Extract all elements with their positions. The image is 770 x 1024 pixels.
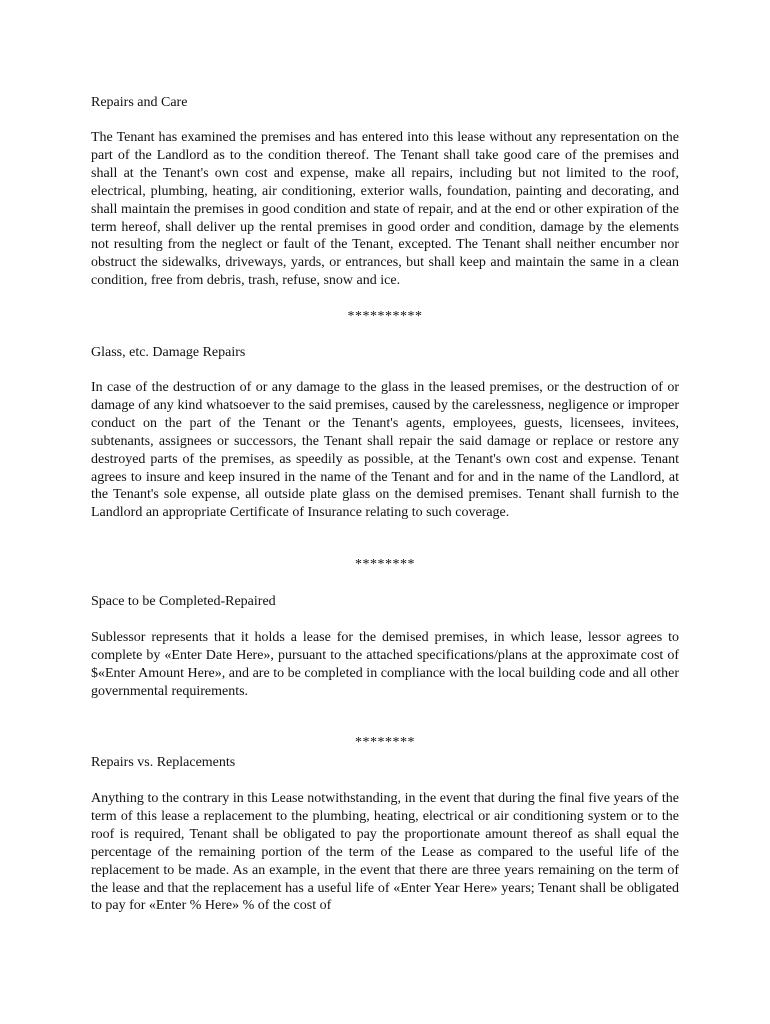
section-body-space-completed-repaired: Sublessor represents that it holds a lease for the demised premises, in which lease, lessor agrees to complete by «Enter Date Here», pursuant to the attached specifications/plans at the approximate cost of $«Enter Amount Here», and are to be completed in compliance with the local building code and all other governmental requirements. — [91, 630, 679, 699]
section-heading-space-completed-repaired: Space to be Completed-Repaired — [91, 594, 276, 609]
section-heading-repairs-and-care: Repairs and Care — [91, 95, 188, 110]
section-heading-repairs-vs-replacements: Repairs vs. Replacements — [91, 755, 236, 770]
section-heading-glass-damage-repairs: Glass, etc. Damage Repairs — [91, 345, 246, 360]
section-body-repairs-vs-replacements: Anything to the contrary in this Lease notwithstanding, in the event that during the final five years of the term of this lease a replacement to the plumbing, heating, electrical or air conditioning system or to the roof is required, Tenant shall be obligated to pay the proportionate amount thereof as shall equal the percentage of the remaining portion of the term of the Lease as compared to the useful life of the replacement to be made. As an example, in the event that there are three years remaining on the term of the lease and that the replacement has a useful life of «Enter Year Here» years; Tenant shall be obligated to pay for «Enter % Here» % of the cost of — [91, 791, 679, 914]
section-separator: ********** — [347, 309, 423, 324]
section-separator: ******** — [355, 735, 415, 750]
section-separator: ******** — [355, 557, 415, 572]
section-body-glass-damage-repairs: In case of the destruction of or any damage to the glass in the leased premises, or the destruction of or damage of any kind whatsoever to the said premises, caused by the carelessness, negligence or improper conduct on the part of the Tenant or the Tenant's agents, employees, guests, licensees, invitees, subtenants, assignees or successors, the Tenant shall repair the said damage or replace or restore any destroyed parts of the premises, as speedily as possible, at the Tenant's own cost and expense. Tenant agrees to insure and keep insured in the name of the Tenant and for and in the name of the Landlord, at the Tenant's sole expense, all outside plate glass on the demised premises. Tenant shall furnish to the Landlord an appropriate Certificate of Insurance relating to such coverage. — [91, 380, 679, 521]
section-body-repairs-and-care: The Tenant has examined the premises and has entered into this lease without any representation on the part of the Landlord as to the condition thereof. The Tenant shall take good care of the premises and shall at the Tenant's own cost and expense, make all repairs, including but not limited to the roof, electrical, plumbing, heating, air conditioning, exterior walls, foundation, painting and decorating, and shall maintain the premises in good condition and state of repair, and at the end or other expiration of the term hereof, shall deliver up the rental premises in good order and condition, damage by the elements not resulting from the neglect or fault of the Tenant, excepted. The Tenant shall neither encumber nor obstruct the sidewalks, driveways, yards, or entrances, but shall keep and maintain the same in a clean condition, free from debris, trash, refuse, snow and ice. — [91, 130, 679, 289]
